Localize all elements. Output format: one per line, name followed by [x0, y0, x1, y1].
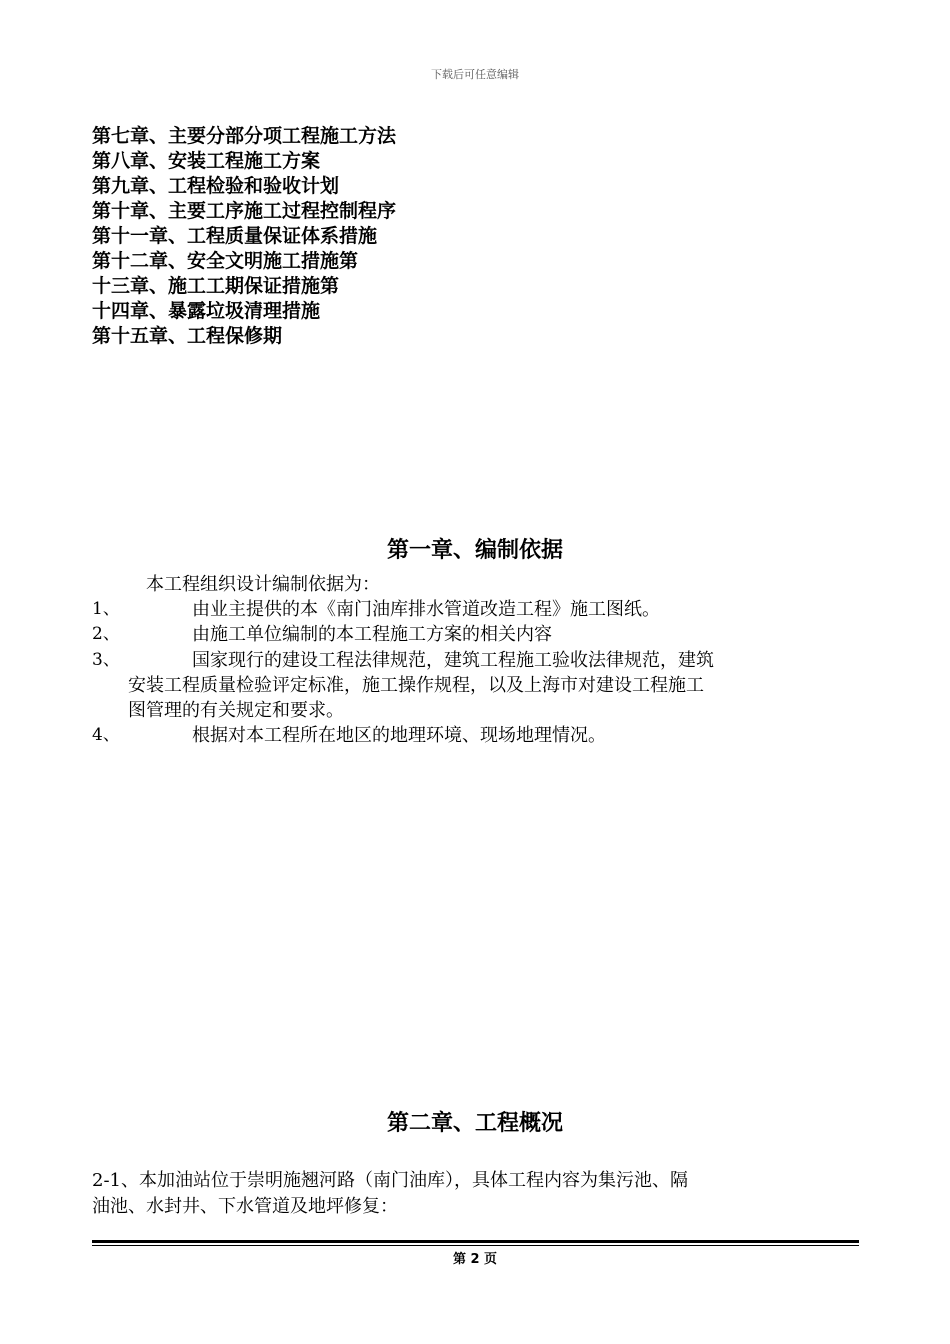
table-of-contents	[92, 124, 396, 349]
list-item-text: 根据对本工程所在地区的地理环境、现场地理情况。	[192, 725, 606, 746]
toc-item: 十四章、暴露垃圾清理措施	[92, 300, 321, 322]
page-header: 下载后可任意编辑	[431, 68, 519, 81]
list-item-text: 由施工单位编制的本工程施工方案的相关内容	[192, 624, 552, 645]
list-item-continuation: 图管理的有关规定和要求。	[128, 700, 344, 721]
list-item-number: 2、	[92, 624, 120, 644]
toc-item: 第八章、安装工程施工方案	[92, 150, 321, 172]
toc-item: 第七章、主要分部分项工程施工方法	[92, 125, 397, 147]
toc-item: 第十一章、工程质量保证体系措施	[92, 225, 378, 247]
list-item-number: 4、	[92, 725, 120, 745]
toc-item: 第十二章、安全文明施工措施第	[92, 250, 359, 272]
chapter-1-title: 第一章、编制依据	[386, 538, 563, 563]
footer-rule	[92, 1240, 859, 1243]
page-number: 第 2 页	[452, 1252, 498, 1267]
paragraph-text: 2-1、本加油站位于崇明施翘河路（南门油库），具体工程内容为集污池、隔	[92, 1170, 688, 1191]
paragraph-line: 油池、水封井、下水管道及地坪修复：	[92, 1196, 398, 1217]
toc-item: 第十章、主要工序施工过程控制程序	[92, 200, 397, 222]
toc-item: 第十五章、工程保修期	[92, 325, 283, 347]
chapter-2-title: 第二章、工程概况	[386, 1111, 563, 1136]
chapter-1-intro: 本工程组织设计编制依据为：	[146, 574, 380, 595]
list-item-text: 由业主提供的本《南门油库排水管道改造工程》施工图纸。	[192, 599, 660, 620]
toc-item: 第九章、工程检验和验收计划	[92, 175, 340, 197]
paragraph-line	[92, 1168, 688, 1194]
list-item-number: 1、	[92, 599, 120, 619]
toc-item: 十三章、施工工期保证措施第	[92, 275, 340, 297]
footer-rule	[92, 1245, 859, 1246]
list-item-continuation: 安装工程质量检验评定标准，施工操作规程，以及上海市对建设工程施工	[128, 675, 704, 696]
list-item-text: 国家现行的建设工程法律规范，建筑工程施工验收法律规范，建筑	[192, 650, 714, 671]
list-item-number: 3、	[92, 650, 120, 670]
